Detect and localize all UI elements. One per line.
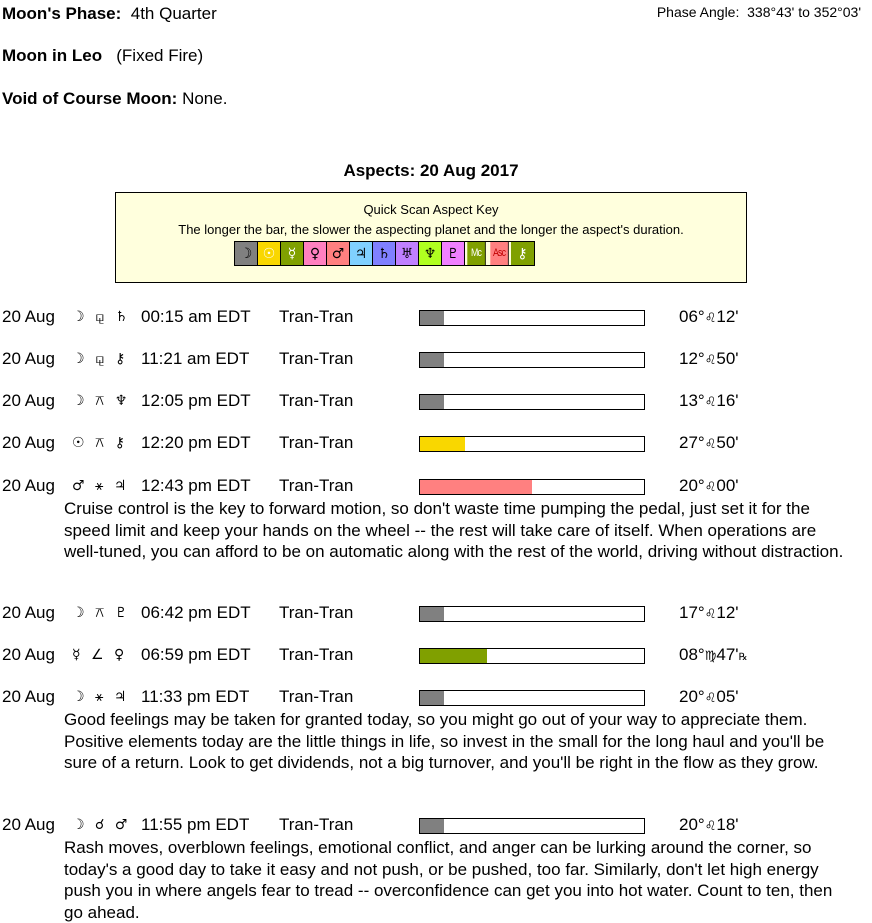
- aspect-row-main: [0, 307, 872, 329]
- pluto-icon: ♇: [442, 242, 465, 265]
- aspect-glyphs-icon: ♂ ⚹ ♃: [72, 478, 130, 494]
- aspect-key-box: [115, 192, 747, 283]
- position-degree: 20°: [679, 687, 705, 706]
- aspect-date: 20 Aug: [2, 815, 55, 834]
- aspect-time: 06:59 pm EDT: [141, 645, 251, 664]
- duration-bar-fill: [420, 691, 444, 705]
- position-degree: 06°: [679, 307, 705, 326]
- duration-bar-fill: [420, 819, 444, 833]
- aspect-position: [679, 645, 748, 665]
- moon-phase-label: Moon's Phase:: [2, 4, 122, 23]
- aspect-key-title: Quick Scan Aspect Key: [363, 202, 499, 217]
- position-degree: 27°: [679, 433, 705, 452]
- aspect-type: Tran-Tran: [279, 687, 354, 706]
- aspect-interpretation: Cruise control is the key to forward motion, so don't waste time pumping the pedal, just set it for the speed limit and keep your hands on the wheel -- the rest will take care of itself. When operations are well-tuned, you can afford to be on automatic along with the rest of the world, driving without distraction.: [64, 499, 844, 561]
- aspect-interpretation: Rash moves, overblown feelings, emotional conflict, and anger can be lurking around the corner, so today's a good day to take it easy and not push, or be pushed, too far. Similarly, don't let high energy push you in where angels fear to tread -- overconfidence can get you into hot water. Count to ten, then go ahead.: [64, 838, 833, 922]
- duration-bar-fill: [420, 311, 444, 325]
- duration-bar-fill: [420, 437, 465, 451]
- duration-bar: [419, 310, 645, 326]
- duration-bar-fill: [420, 607, 444, 621]
- aspect-row: [0, 349, 872, 371]
- aspect-time: 11:33 pm EDT: [141, 687, 250, 706]
- position-minutes: 16': [716, 391, 739, 410]
- aspect-row: [0, 645, 872, 667]
- aspect-time: 11:21 am EDT: [141, 349, 250, 368]
- aspect-date: 20 Aug: [2, 349, 55, 368]
- aspect-row-main: [0, 687, 872, 709]
- position-degree: 20°: [679, 815, 705, 834]
- ascendant-icon: Asc: [490, 242, 508, 265]
- void-value: None.: [182, 89, 228, 108]
- aspect-type: Tran-Tran: [279, 645, 354, 664]
- aspect-position: [679, 603, 739, 623]
- aspect-glyphs-icon: ☉ ⚻ ⚷: [72, 435, 129, 451]
- duration-bar-fill: [420, 353, 444, 367]
- aspect-time: 12:05 pm EDT: [141, 391, 251, 410]
- zodiac-sign-icon: ♌: [704, 819, 717, 834]
- aspect-row: [0, 433, 872, 455]
- aspect-row: [0, 815, 872, 923]
- zodiac-sign-icon: ♌: [704, 607, 717, 622]
- position-minutes: 12': [716, 307, 739, 326]
- aspect-row-main: [0, 815, 872, 837]
- zodiac-sign-icon: ♌: [704, 353, 717, 368]
- aspect-position: [679, 433, 739, 453]
- aspect-row-main: [0, 476, 872, 498]
- aspect-glyphs-icon: ☽ ⚹ ♃: [72, 689, 130, 705]
- aspect-position: [679, 815, 739, 835]
- aspect-date: 20 Aug: [2, 476, 55, 495]
- position-minutes: 50': [716, 349, 739, 368]
- aspect-type: Tran-Tran: [279, 391, 354, 410]
- position-minutes: 50': [716, 433, 739, 452]
- retrograde-icon: ℞: [738, 652, 748, 663]
- moon-icon: ☽: [235, 242, 258, 265]
- duration-bar: [419, 479, 645, 495]
- aspect-date: 20 Aug: [2, 645, 55, 664]
- zodiac-sign-icon: ♌: [704, 311, 717, 326]
- position-minutes: 00': [716, 476, 739, 495]
- aspect-key-swatches: [234, 241, 535, 266]
- position-minutes: 05': [716, 687, 739, 706]
- aspect-time: 00:15 am EDT: [141, 307, 251, 326]
- aspect-date: 20 Aug: [2, 687, 55, 706]
- aspect-row-main: [0, 391, 872, 413]
- aspect-row: [0, 687, 872, 774]
- chiron-icon: ⚷: [511, 242, 534, 265]
- moon-sign: [2, 46, 203, 66]
- aspect-date: 20 Aug: [2, 603, 55, 622]
- aspect-time: 12:43 pm EDT: [141, 476, 251, 495]
- mercury-icon: ☿: [281, 242, 304, 265]
- aspect-type: Tran-Tran: [279, 433, 354, 452]
- aspect-type: Tran-Tran: [279, 815, 354, 834]
- aspect-position: [679, 476, 739, 496]
- position-degree: 12°: [679, 349, 705, 368]
- moon-phase-value: 4th Quarter: [130, 4, 217, 23]
- aspect-row-main: [0, 349, 872, 371]
- duration-bar: [419, 648, 645, 664]
- midheaven-icon: Mc: [467, 242, 485, 265]
- aspect-position: [679, 687, 739, 707]
- aspect-row-main: [0, 603, 872, 625]
- moon-sign-label: Moon in Leo: [2, 46, 103, 65]
- aspect-type: Tran-Tran: [279, 603, 354, 622]
- phase-angle-value: 338°43' to 352°03': [747, 4, 861, 20]
- aspect-type: Tran-Tran: [279, 349, 354, 368]
- saturn-icon: ♄: [373, 242, 396, 265]
- duration-bar: [419, 352, 645, 368]
- aspect-glyphs-icon: ☽ ⚼ ♄: [72, 309, 131, 325]
- aspect-row: [0, 603, 872, 625]
- aspect-glyphs-icon: ☽ ☌ ♂: [72, 817, 131, 833]
- aspect-date: 20 Aug: [2, 307, 55, 326]
- aspect-position: [679, 307, 739, 327]
- aspect-position: [679, 349, 739, 369]
- aspect-type: Tran-Tran: [279, 476, 354, 495]
- duration-bar-fill: [420, 480, 532, 494]
- duration-bar-fill: [420, 649, 487, 663]
- aspect-date: 20 Aug: [2, 391, 55, 410]
- aspect-glyphs-icon: ☽ ⚼ ⚷: [72, 351, 129, 367]
- aspect-time: 11:55 pm EDT: [141, 815, 250, 834]
- aspect-glyphs-icon: ☽ ⚻ ♆: [72, 393, 131, 409]
- moon-phase: [2, 4, 217, 24]
- aspect-glyphs-icon: ☽ ⚻ ♇: [72, 605, 131, 621]
- position-degree: 20°: [679, 476, 705, 495]
- zodiac-sign-icon: ♌: [704, 480, 717, 495]
- position-degree: 13°: [679, 391, 705, 410]
- mars-icon: ♂: [327, 242, 350, 265]
- duration-bar: [419, 690, 645, 706]
- aspect-key-description: The longer the bar, the slower the aspecting planet and the longer the aspect's duration.: [178, 222, 684, 237]
- phase-angle-label: Phase Angle:: [656, 4, 740, 20]
- duration-bar: [419, 394, 645, 410]
- aspect-interpretation: Good feelings may be taken for granted today, so you might go out of your way to appreciate them. Positive elements today are the little things in life, so invest in the small for the long haul and you'll be sure of a return. Look to get dividends, not a big turnover, and you'll be right in the flow as they grow.: [64, 710, 825, 772]
- aspect-glyphs-icon: ☿ ∠ ♀: [72, 647, 128, 663]
- aspect-type: Tran-Tran: [279, 307, 354, 326]
- aspects-title: Aspects: 20 Aug 2017: [343, 161, 519, 180]
- duration-bar: [419, 436, 645, 452]
- aspect-row-main: [0, 645, 872, 667]
- uranus-icon: ♅: [396, 242, 419, 265]
- neptune-icon: ♆: [419, 242, 442, 265]
- moon-sign-quality: (Fixed Fire): [116, 46, 204, 65]
- aspect-date: 20 Aug: [2, 433, 55, 452]
- zodiac-sign-icon: ♌: [704, 691, 717, 706]
- duration-bar: [419, 606, 645, 622]
- zodiac-sign-icon: ♌: [704, 395, 717, 410]
- duration-bar: [419, 818, 645, 834]
- jupiter-icon: ♃: [350, 242, 373, 265]
- position-degree: 08°: [679, 645, 705, 664]
- phase-angle: [657, 4, 861, 20]
- aspect-row: [0, 391, 872, 413]
- venus-icon: ♀: [304, 242, 327, 265]
- position-degree: 17°: [679, 603, 705, 622]
- aspect-position: [679, 391, 739, 411]
- aspect-row: [0, 476, 872, 563]
- aspect-time: 06:42 pm EDT: [141, 603, 251, 622]
- position-minutes: 12': [716, 603, 739, 622]
- aspect-row-main: [0, 433, 872, 455]
- aspect-time: 12:20 pm EDT: [141, 433, 251, 452]
- zodiac-sign-icon: ♌: [704, 437, 717, 452]
- aspect-row: [0, 307, 872, 329]
- sun-icon: ☉: [258, 242, 281, 265]
- void-label: Void of Course Moon:: [2, 89, 178, 108]
- void-of-course: [2, 89, 227, 109]
- zodiac-sign-icon: ♍: [704, 649, 717, 664]
- position-minutes: 18': [716, 815, 739, 834]
- position-minutes: 47': [716, 645, 739, 664]
- duration-bar-fill: [420, 395, 444, 409]
